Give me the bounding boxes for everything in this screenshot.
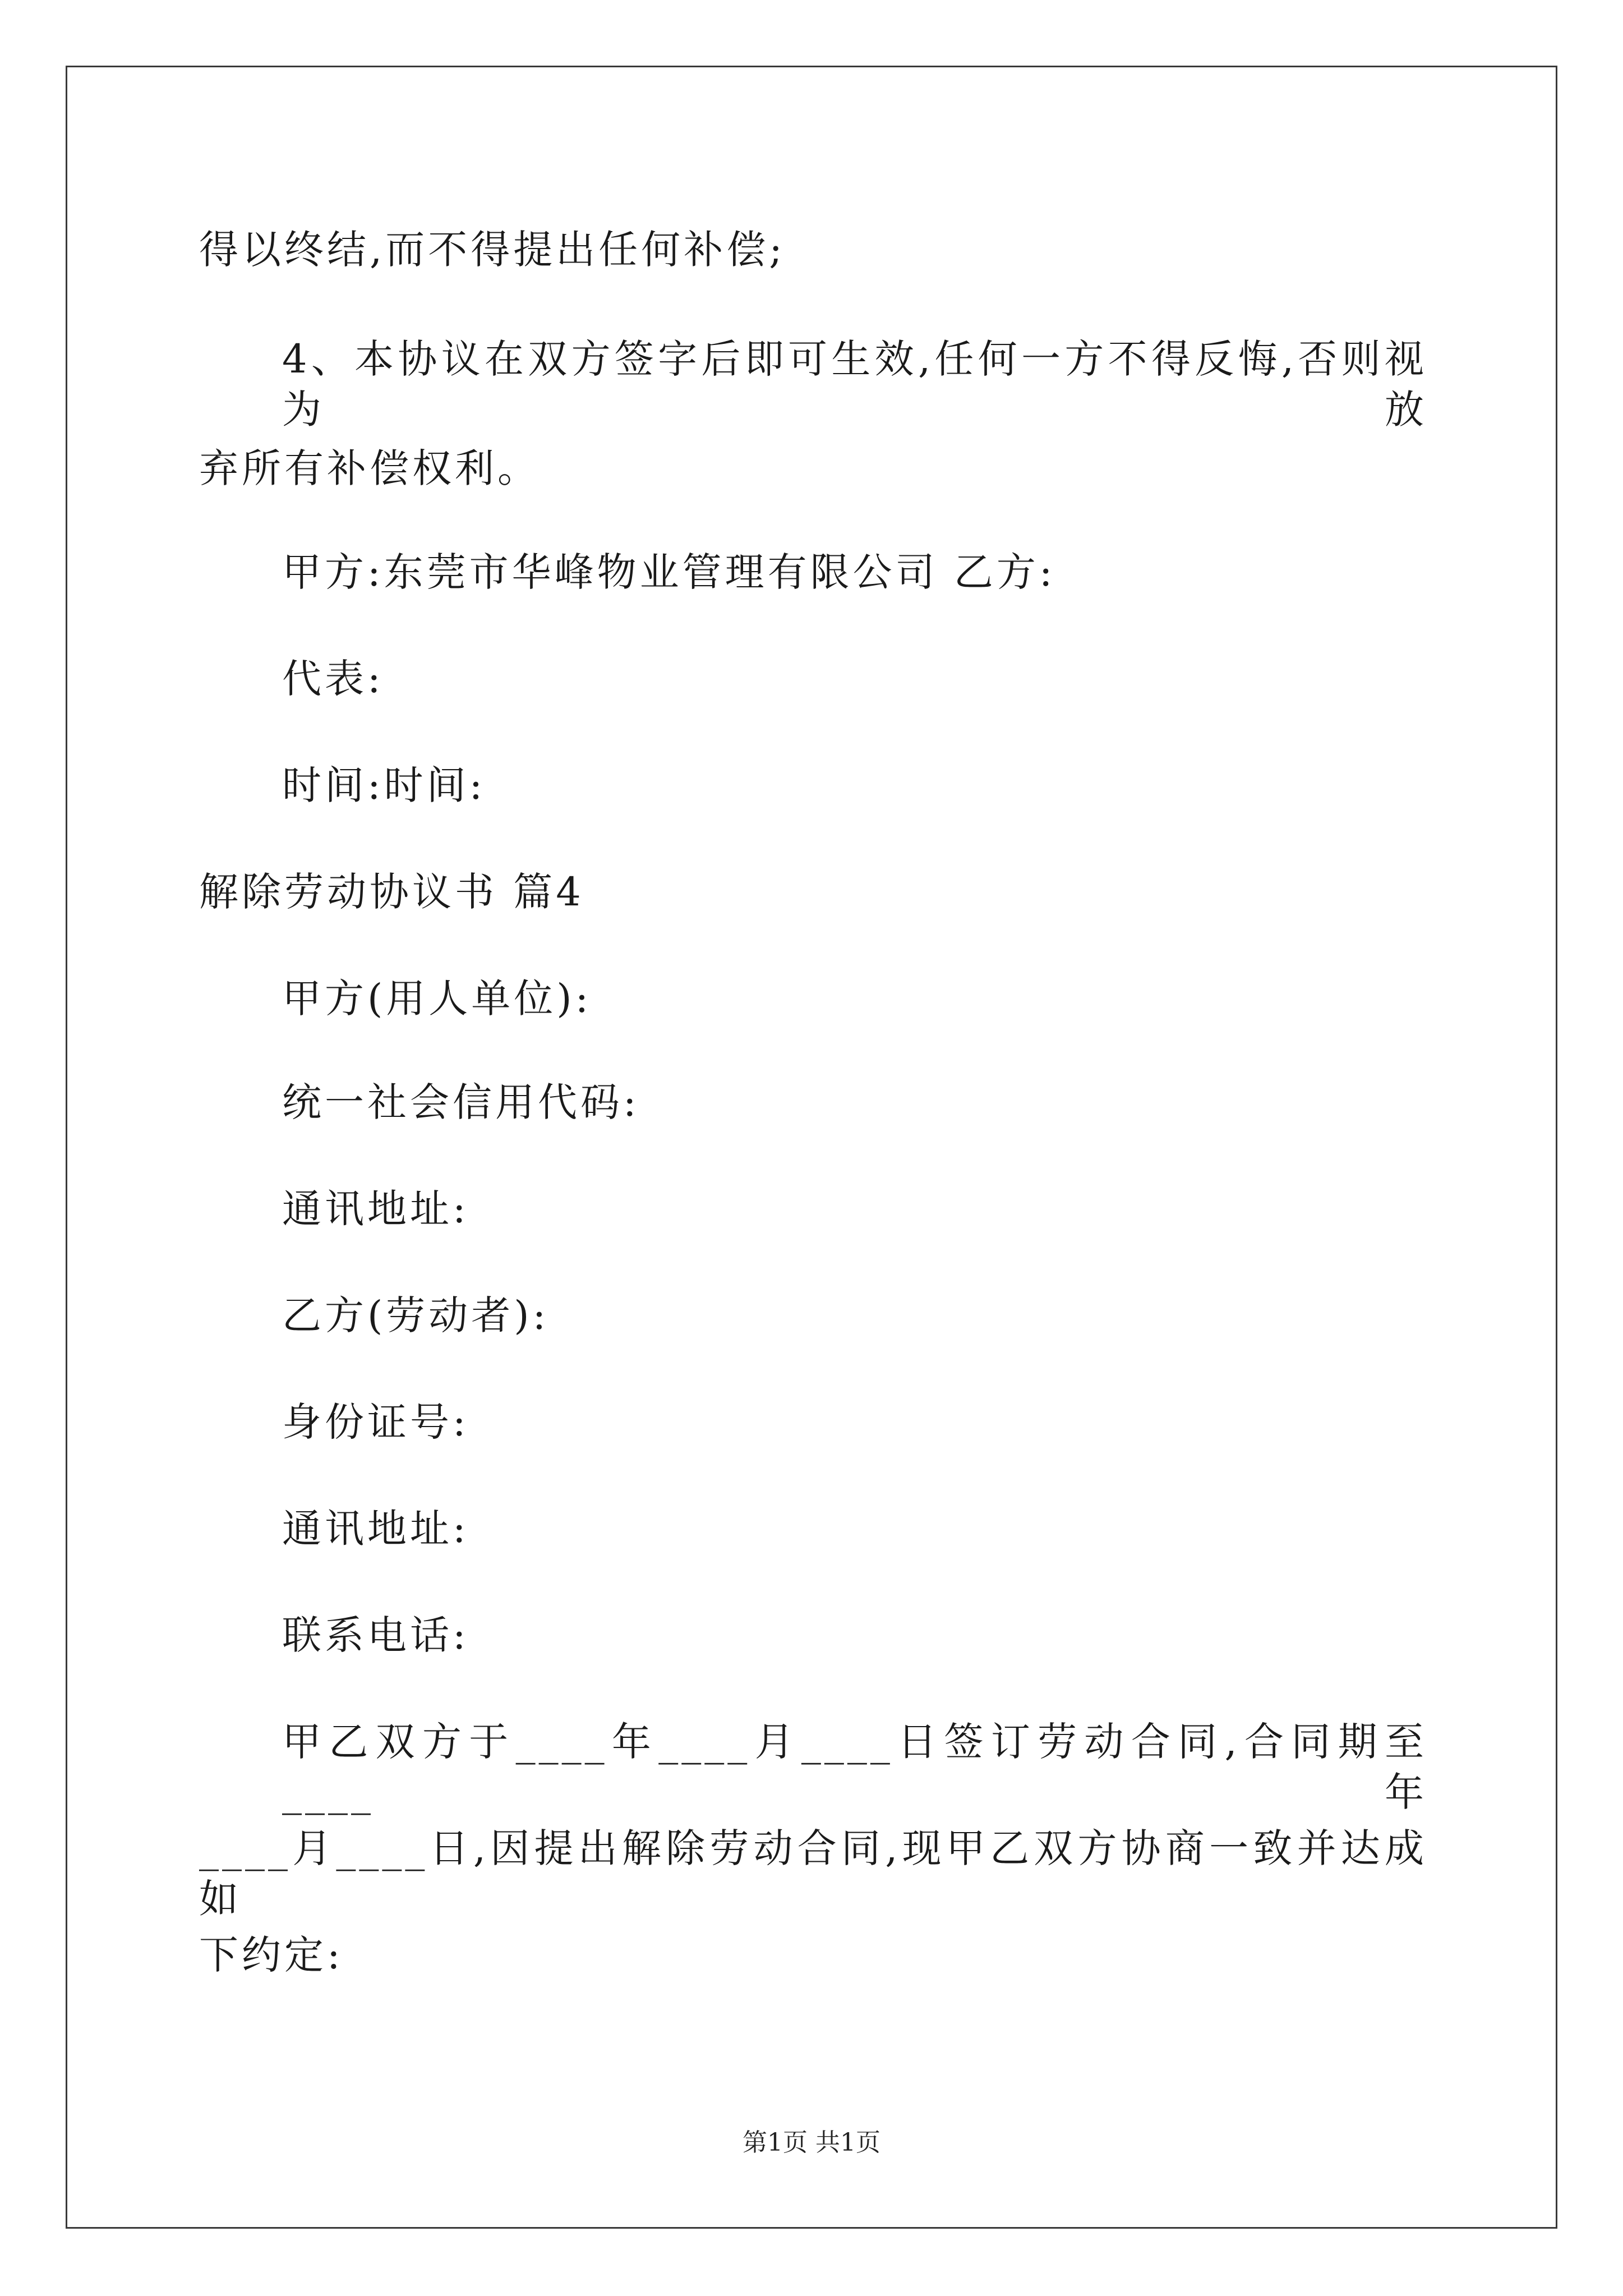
time-line: 时间:时间: bbox=[282, 762, 486, 808]
party-a-signature-line: 甲方:东莞市华峰物业管理有限公司 乙方: bbox=[282, 549, 1056, 595]
paragraph-line: 弃所有补偿权利。 bbox=[199, 445, 540, 491]
credit-code-field: 统一社会信用代码: bbox=[282, 1079, 640, 1125]
address-field: 通讯地址: bbox=[282, 1506, 469, 1552]
agreement-paragraph-line: 下约定: bbox=[199, 1932, 344, 1978]
paragraph-line: 得以终结,而不得提出任何补偿; bbox=[199, 227, 786, 273]
page-footer: 第1页 共1页 bbox=[743, 2128, 880, 2157]
agreement-paragraph-line: 甲乙双方于____年____月____日签订劳动合同,合同期至____年 bbox=[282, 1719, 1427, 1815]
representative-line: 代表: bbox=[282, 656, 384, 702]
phone-field: 联系电话: bbox=[282, 1612, 469, 1658]
agreement-paragraph-line: ____月____日,因提出解除劳动合同,现甲乙双方协商一致并达成如 bbox=[199, 1825, 1427, 1922]
party-b-field: 乙方(劳动者): bbox=[282, 1292, 550, 1338]
section-heading: 解除劳动协议书 篇4 bbox=[199, 869, 584, 915]
party-a-field: 甲方(用人单位): bbox=[282, 976, 592, 1022]
paragraph-clause-4: 4、本协议在双方签字后即可生效,任何一方不得反悔,否则视为放 bbox=[282, 336, 1427, 432]
id-number-field: 身份证号: bbox=[282, 1399, 469, 1445]
address-field: 通讯地址: bbox=[282, 1186, 469, 1232]
